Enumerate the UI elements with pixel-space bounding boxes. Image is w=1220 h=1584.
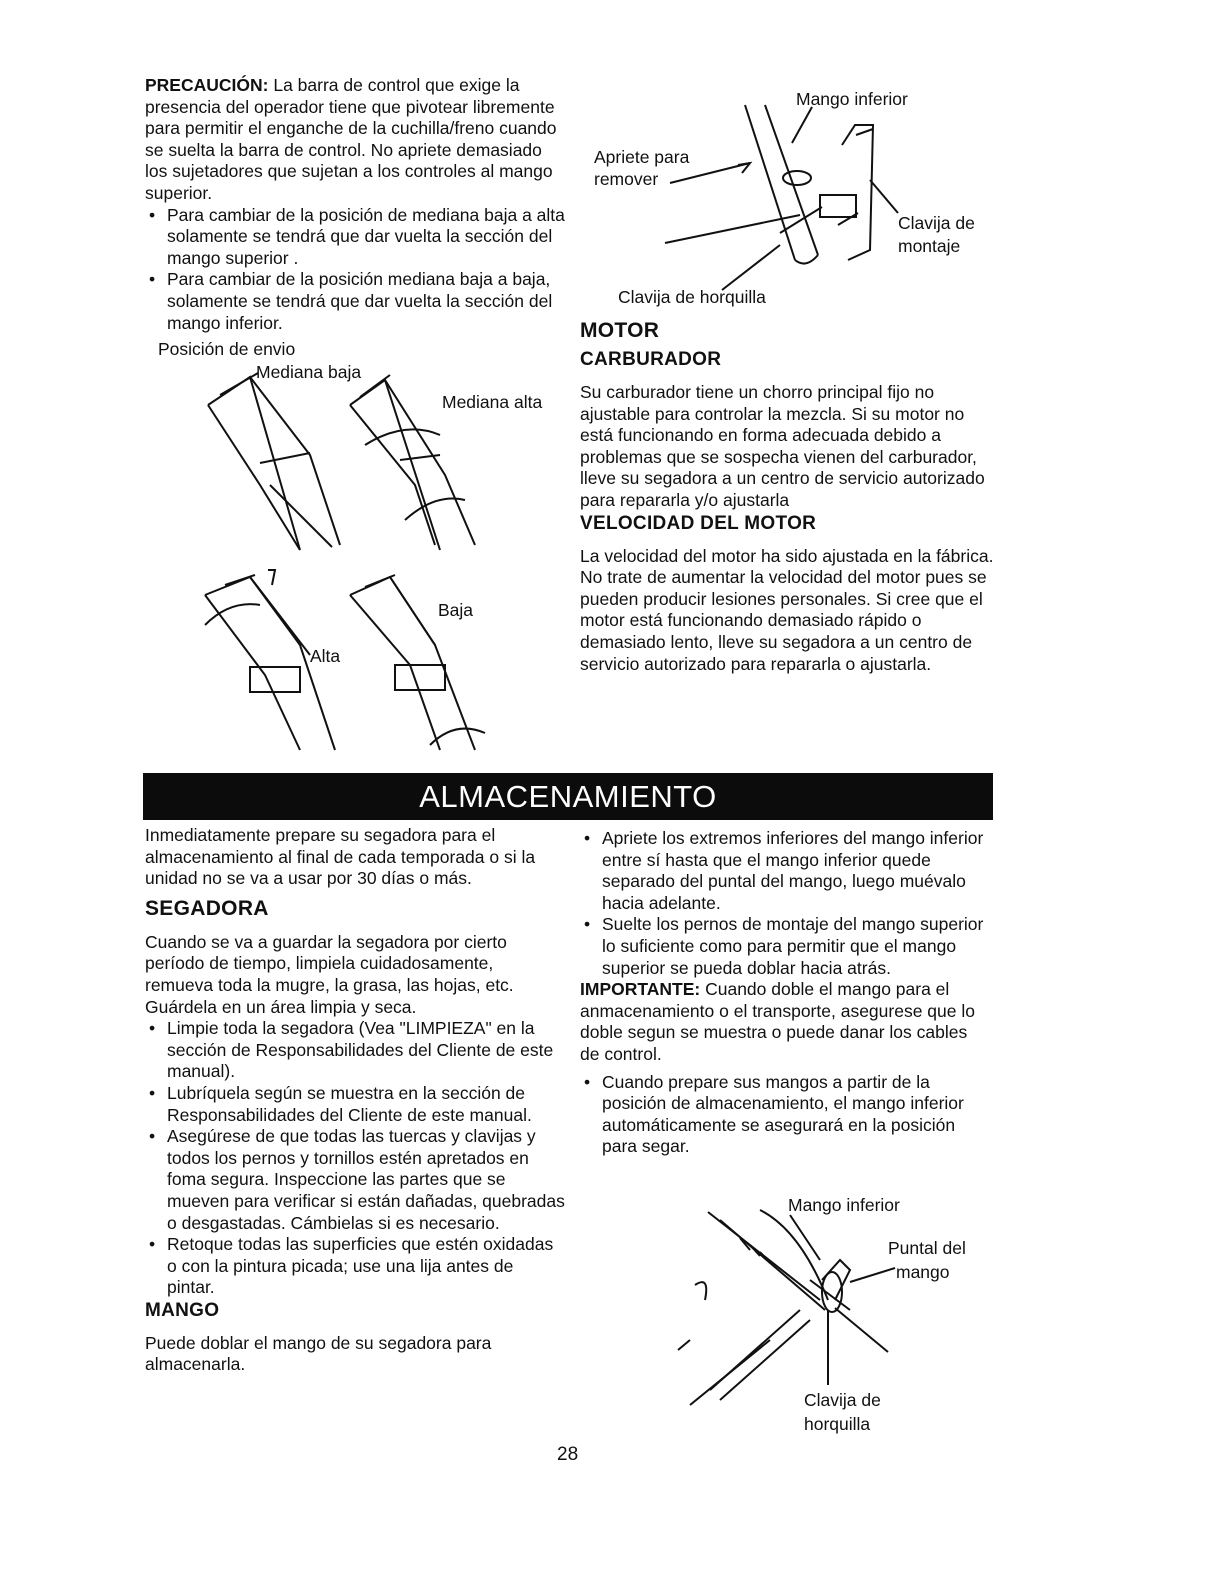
label-strut-line2: mango	[896, 1262, 950, 1282]
engine-speed-text: La velocidad del motor ha sido ajustada en la fábrica. No trate de aumentar la velocidad del motor pues se pueden producir lesiones personales. Si cree que el motor está funcionando demasiado rápido o demasiado lento, lleve su segadora a un centro de servicio autorizado para repararla o ajustarla.	[580, 545, 994, 674]
list-item: • Apriete los extremos inferiores del mango inferior entre sí hasta que el mango inferior quede separado del puntal del mango, luego muévalo hacia adelante.	[580, 828, 990, 914]
mower-text: Cuando se va a guardar la segadora por cierto período de tiempo, limpiela cuidadosamente, remueva toda la mugre, la grasa, las hojas, etc. Guárdela en un área limpia y seca.	[145, 931, 514, 1017]
list-item: • Lubríquela según se muestra en la sección de Responsabilidades del Cliente de este manual.	[145, 1083, 565, 1126]
bracket-figure	[650, 1190, 990, 1440]
label-mount-pin-line1: Clavija de	[898, 213, 975, 233]
storage-intro: Inmediatamente prepare su segadora para el almacenamiento al final de cada temporada o si la unidad no se va a usar por 30 días o más.	[145, 825, 536, 889]
handle-positions-figure	[150, 335, 570, 765]
label-mount-pin-line2: montaje	[898, 236, 961, 256]
handle-medium-drawing	[350, 375, 475, 550]
label-lower-handle: Mango inferior	[796, 89, 908, 109]
important-text: Cuando doble el mango para el anmacenamiento o el transporte, asegurese que lo doble segun se muestra o puede danar los cables de control.	[580, 979, 975, 1064]
pin-drawing	[590, 85, 990, 315]
storage-right-column	[580, 828, 990, 1158]
handle-fold-bullets	[580, 828, 990, 979]
list-item: • Limpie toda la segadora (Vea "LIMPIEZA" en la sección de Responsabilidades del Cliente de este manual).	[145, 1018, 565, 1083]
handle-drawings	[150, 335, 570, 765]
list-item: • Suelte los pernos de montaje del mango superior lo suficiente como para permitir que el mango superior se pueda doblar hacia atrás.	[580, 914, 990, 979]
label-strut-line1: Puntal del	[888, 1238, 966, 1258]
label-high: Alta	[310, 646, 341, 666]
handle-shipping-drawing	[208, 373, 340, 550]
handle-low-drawing	[350, 575, 485, 750]
caution-text: La barra de control que exige la presencia del operador tiene que pivotear libremente para permitir el enganche de la cuchilla/freno cuando se suelta la barra de control. No apriete demasiado los sujetadores que sujetan a los controles al mango superior.	[145, 75, 557, 203]
final-bullets	[580, 1072, 990, 1158]
carburetor-heading: CARBURADOR	[580, 349, 722, 370]
label-clevis-pin: Clavija de horquilla	[618, 287, 766, 307]
list-item: • Asegúrese de que todas las tuercas y clavijas y todos los pernos y tornillos estén apretados en foma segura. Inspeccione las partes que se mueven para verificar si están dañadas, quebradas o desgastadas. Cámbielas si es necesario.	[145, 1126, 565, 1234]
list-item: • Para cambiar de la posición mediana baja a baja, solamente se tendrá que dar vuelta la sección del mango inferior.	[145, 269, 565, 334]
storage-left-column	[145, 825, 565, 1376]
mower-heading: SEGADORA	[145, 896, 269, 920]
engine-speed-heading: VELOCIDAD DEL MOTOR	[580, 512, 817, 534]
pin-figure	[590, 85, 990, 315]
handle-high-drawing	[205, 570, 335, 750]
important-label: IMPORTANTE:	[580, 979, 701, 1000]
caution-label: PRECAUCIÓN:	[145, 75, 269, 95]
handle-text: Puede doblar el mango de su segadora para almacenarla.	[145, 1332, 492, 1375]
label-medium-high: Mediana alta	[442, 392, 543, 412]
label-clevis-line1: Clavija de	[804, 1390, 881, 1410]
handle-heading: MANGO	[145, 1299, 220, 1321]
position-bullets	[145, 205, 565, 335]
caution-section	[145, 75, 565, 334]
important-paragraph	[580, 979, 990, 1065]
carburetor-text: Su carburador tiene un chorro principal fijo no ajustable para controlar la mezcla. Si su motor no está funcionando en forma adecuada debido a problemas que se sospecha vienen del carburador, lleve su segadora a un centro de servicio autorizado para repararla y/o ajustarla	[580, 382, 985, 510]
label-medium-low: Mediana baja	[256, 362, 362, 382]
motor-section	[580, 318, 1000, 675]
list-item: • Cuando prepare sus mangos a partir de la posición de almacenamiento, el mango inferior automáticamente se asegurará en la posición para segar.	[580, 1072, 990, 1158]
list-item: • Para cambiar de la posición de mediana baja a alta solamente se tendrá que dar vuelta la sección del mango superior .	[145, 205, 565, 270]
label-clevis-line2: horquilla	[804, 1414, 871, 1434]
caution-paragraph	[145, 75, 565, 205]
label-squeeze-line1: Apriete para	[594, 147, 690, 167]
mower-bullets	[145, 1018, 565, 1299]
label-shipping-position: Posición de envio	[158, 339, 296, 359]
list-item: • Retoque todas las superficies que estén oxidadas o con la pintura picada; use una lija antes de pintar.	[145, 1234, 565, 1299]
label-low: Baja	[438, 600, 474, 620]
page-number: 28	[557, 1444, 579, 1465]
label-lower-handle-bottom: Mango inferior	[788, 1195, 900, 1215]
storage-banner: ALMACENAMIENTO	[143, 773, 993, 820]
motor-heading: MOTOR	[580, 319, 660, 342]
bracket-drawing	[650, 1190, 990, 1440]
label-squeeze-line2: remover	[594, 169, 659, 189]
